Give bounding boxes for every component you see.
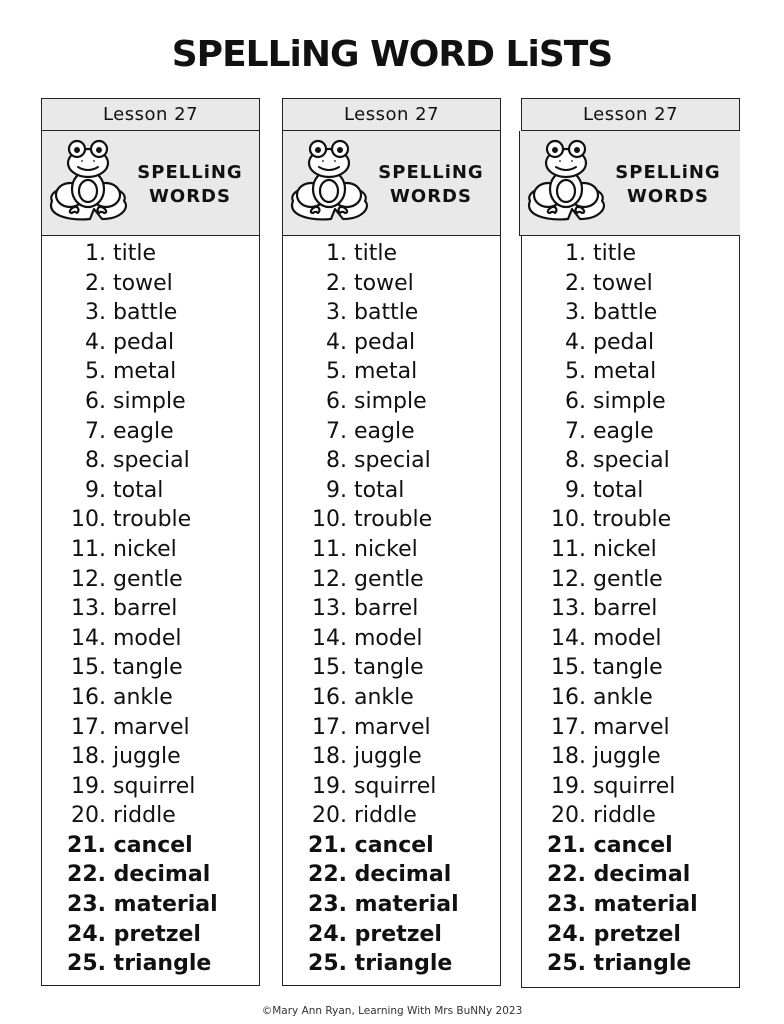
spelling-words-banner (283, 131, 500, 236)
word-number: 17. (551, 714, 586, 740)
word-number: 17. (71, 714, 106, 740)
word-list-item (522, 831, 739, 861)
word-number: 11. (312, 536, 347, 562)
word-text: pedal (354, 329, 416, 355)
word-list (42, 236, 259, 979)
word-text: simple (354, 388, 427, 414)
word-number: 12. (71, 566, 106, 592)
word-text: metal (113, 359, 177, 385)
word-list-item (522, 772, 739, 802)
word-number: 3. (326, 300, 347, 326)
word-list-item (42, 535, 259, 565)
word-text: eagle (113, 418, 174, 444)
spelling-card-1 (41, 98, 260, 986)
word-number: 4. (326, 329, 347, 355)
word-number: 9. (85, 477, 106, 503)
word-text: model (593, 625, 662, 651)
word-text: cancel (113, 832, 193, 858)
banner-line-1: SPELLiNG (378, 162, 484, 183)
lesson-label: Lesson 27 (283, 99, 500, 131)
word-text: marvel (593, 714, 670, 740)
banner-line-2: WORDS (627, 186, 709, 207)
page-title: SPELLiNG WORD LiSTS (171, 34, 613, 75)
word-text: pretzel (113, 921, 201, 947)
word-list-item (42, 742, 259, 772)
word-number: 25. (67, 951, 106, 977)
word-list-item (42, 446, 259, 476)
word-text: model (354, 625, 423, 651)
word-text: marvel (354, 714, 431, 740)
word-text: pedal (593, 329, 655, 355)
word-number: 21. (308, 832, 347, 858)
word-text: trouble (113, 507, 192, 533)
spelling-words-banner (42, 131, 259, 236)
frog-icon-slot (524, 135, 608, 227)
word-list-item (283, 920, 500, 950)
word-text: riddle (593, 803, 656, 829)
word-text: decimal (113, 862, 211, 888)
word-text: tangle (593, 655, 663, 681)
word-text: juggle (593, 744, 661, 770)
word-text: nickel (113, 536, 177, 562)
word-number: 7. (565, 418, 586, 444)
word-text: barrel (113, 596, 178, 622)
word-list-item (283, 535, 500, 565)
word-text: riddle (113, 803, 176, 829)
word-number: 24. (547, 921, 586, 947)
word-number: 5. (85, 359, 106, 385)
word-list-item (522, 890, 739, 920)
word-text: pedal (113, 329, 175, 355)
word-text: special (593, 448, 670, 474)
word-list-item (283, 357, 500, 387)
word-list-item (283, 387, 500, 417)
word-number: 23. (308, 892, 347, 918)
word-number: 22. (547, 862, 586, 888)
word-list-item (42, 890, 259, 920)
word-text: ankle (593, 684, 653, 710)
word-list-item (42, 713, 259, 743)
word-list-item (283, 505, 500, 535)
word-number: 7. (326, 418, 347, 444)
frog-on-lily-pad-icon (46, 135, 130, 227)
word-text: gentle (593, 566, 663, 592)
word-list-item (283, 653, 500, 683)
word-text: towel (113, 270, 173, 296)
word-list-item (42, 476, 259, 506)
word-number: 6. (565, 388, 586, 414)
word-list-item (283, 890, 500, 920)
word-list-item (283, 831, 500, 861)
word-list-item (42, 801, 259, 831)
word-text: riddle (354, 803, 417, 829)
word-list-item (522, 239, 739, 269)
word-text: squirrel (354, 773, 437, 799)
word-list-item (283, 446, 500, 476)
word-list-item (522, 417, 739, 447)
word-list-item (283, 801, 500, 831)
word-list-item (283, 949, 500, 979)
word-number: 21. (67, 832, 106, 858)
word-number: 2. (326, 270, 347, 296)
word-text: title (593, 241, 637, 266)
word-list-item (522, 535, 739, 565)
spelling-words-banner (519, 131, 740, 236)
word-number: 8. (565, 448, 586, 474)
word-text: model (113, 625, 182, 651)
word-text: ankle (113, 684, 173, 710)
word-number: 13. (71, 596, 106, 622)
word-list-item (42, 505, 259, 535)
word-number: 12. (551, 566, 586, 592)
word-number: 1. (326, 241, 347, 266)
banner-line-1: SPELLiNG (137, 162, 243, 183)
word-number: 18. (312, 744, 347, 770)
word-number: 11. (71, 536, 106, 562)
word-number: 14. (312, 625, 347, 651)
word-list-item (522, 860, 739, 890)
word-list-item (283, 328, 500, 358)
word-text: material (113, 892, 218, 918)
word-list-item (283, 239, 500, 269)
word-text: material (593, 892, 698, 918)
word-number: 15. (71, 655, 106, 681)
word-list-item (42, 565, 259, 595)
word-number: 25. (547, 951, 586, 977)
word-number: 6. (85, 388, 106, 414)
word-list-item (42, 624, 259, 654)
word-list-item (522, 476, 739, 506)
word-number: 19. (71, 773, 106, 799)
lesson-label: Lesson 27 (522, 99, 739, 131)
word-list (522, 236, 739, 979)
word-number: 23. (547, 892, 586, 918)
word-number: 16. (551, 684, 586, 710)
word-text: battle (354, 300, 419, 326)
lesson-label: Lesson 27 (42, 99, 259, 131)
word-text: towel (354, 270, 414, 296)
word-list-item (42, 357, 259, 387)
word-list-item (283, 476, 500, 506)
word-list-item (522, 801, 739, 831)
word-list-item (522, 565, 739, 595)
word-number: 8. (326, 448, 347, 474)
word-number: 10. (71, 507, 106, 533)
word-list-item (42, 860, 259, 890)
word-number: 11. (551, 536, 586, 562)
word-list-item (283, 713, 500, 743)
word-list-item (283, 683, 500, 713)
word-text: squirrel (113, 773, 196, 799)
word-list-item (522, 505, 739, 535)
word-number: 20. (312, 803, 347, 829)
word-number: 24. (308, 921, 347, 947)
word-number: 9. (565, 477, 586, 503)
word-number: 3. (565, 300, 586, 326)
word-list-item (42, 328, 259, 358)
word-text: cancel (354, 832, 434, 858)
word-text: nickel (593, 536, 657, 562)
word-list-item (283, 298, 500, 328)
word-text: simple (113, 388, 186, 414)
word-list-item (522, 594, 739, 624)
word-number: 14. (71, 625, 106, 651)
word-number: 6. (326, 388, 347, 414)
copyright-footer: ©Mary Ann Ryan, Learning With Mrs BuNNy 2023 (261, 1005, 523, 1017)
word-number: 20. (551, 803, 586, 829)
word-list (283, 236, 500, 979)
word-list-item (522, 683, 739, 713)
word-list-item (522, 269, 739, 299)
word-number: 12. (312, 566, 347, 592)
word-list-item (522, 624, 739, 654)
word-number: 23. (67, 892, 106, 918)
word-number: 13. (551, 596, 586, 622)
banner-line-2: WORDS (149, 186, 231, 207)
word-list-item (522, 357, 739, 387)
word-list-item (522, 949, 739, 979)
word-list-item (522, 387, 739, 417)
word-text: simple (593, 388, 666, 414)
spelling-card-3 (521, 98, 740, 988)
word-text: eagle (354, 418, 415, 444)
banner-line-2: WORDS (390, 186, 472, 207)
word-number: 16. (71, 684, 106, 710)
word-number: 2. (85, 270, 106, 296)
word-number: 10. (312, 507, 347, 533)
word-list-item (522, 713, 739, 743)
word-list-item (283, 417, 500, 447)
word-number: 9. (326, 477, 347, 503)
banner-line-1: SPELLiNG (615, 162, 721, 183)
word-text: decimal (593, 862, 691, 888)
word-text: squirrel (593, 773, 676, 799)
word-number: 7. (85, 418, 106, 444)
word-text: trouble (593, 507, 672, 533)
word-list-item (42, 298, 259, 328)
word-text: tangle (354, 655, 424, 681)
word-list-item (283, 742, 500, 772)
word-text: cancel (593, 832, 673, 858)
word-list-item (42, 239, 259, 269)
word-list-item (42, 831, 259, 861)
word-number: 10. (551, 507, 586, 533)
word-list-item (283, 269, 500, 299)
word-list-item (283, 565, 500, 595)
word-text: metal (593, 359, 657, 385)
word-list-item (42, 772, 259, 802)
word-number: 15. (551, 655, 586, 681)
word-number: 4. (85, 329, 106, 355)
word-number: 1. (565, 241, 586, 266)
word-text: metal (354, 359, 418, 385)
word-text: triangle (113, 951, 212, 977)
word-list-item (522, 328, 739, 358)
word-list-item (283, 594, 500, 624)
word-text: juggle (354, 744, 422, 770)
word-list-item (522, 920, 739, 950)
word-number: 14. (551, 625, 586, 651)
word-text: tangle (113, 655, 183, 681)
word-number: 5. (326, 359, 347, 385)
word-text: triangle (593, 951, 692, 977)
word-list-item (283, 624, 500, 654)
word-text: pretzel (593, 921, 681, 947)
word-number: 24. (67, 921, 106, 947)
word-text: triangle (354, 951, 453, 977)
word-list-item (522, 298, 739, 328)
word-list-item (42, 683, 259, 713)
word-list-item (283, 860, 500, 890)
word-number: 22. (308, 862, 347, 888)
word-text: gentle (113, 566, 183, 592)
word-list-item (522, 446, 739, 476)
word-text: title (354, 241, 398, 266)
spelling-card-2 (282, 98, 501, 986)
word-text: barrel (593, 596, 658, 622)
word-text: total (354, 477, 405, 503)
word-text: pretzel (354, 921, 442, 947)
word-text: marvel (113, 714, 190, 740)
word-number: 22. (67, 862, 106, 888)
word-text: special (354, 448, 431, 474)
word-list-item (42, 594, 259, 624)
word-list-item (42, 269, 259, 299)
word-text: title (113, 241, 157, 266)
word-number: 13. (312, 596, 347, 622)
frog-on-lily-pad-icon (524, 135, 608, 227)
word-number: 2. (565, 270, 586, 296)
word-number: 18. (551, 744, 586, 770)
word-text: total (113, 477, 164, 503)
word-text: towel (593, 270, 653, 296)
word-list-item (42, 387, 259, 417)
word-text: special (113, 448, 190, 474)
word-text: barrel (354, 596, 419, 622)
frog-on-lily-pad-icon (287, 135, 371, 227)
word-number: 19. (312, 773, 347, 799)
word-list-item (283, 772, 500, 802)
word-number: 4. (565, 329, 586, 355)
word-number: 16. (312, 684, 347, 710)
word-list-item (42, 417, 259, 447)
word-list-item (522, 742, 739, 772)
word-text: gentle (354, 566, 424, 592)
word-number: 5. (565, 359, 586, 385)
word-number: 8. (85, 448, 106, 474)
word-text: battle (593, 300, 658, 326)
word-text: decimal (354, 862, 452, 888)
word-list-item (522, 653, 739, 683)
word-text: trouble (354, 507, 433, 533)
frog-icon-slot (46, 135, 130, 227)
word-number: 18. (71, 744, 106, 770)
word-text: total (593, 477, 644, 503)
word-text: material (354, 892, 459, 918)
frog-icon-slot (287, 135, 371, 227)
word-number: 19. (551, 773, 586, 799)
word-number: 15. (312, 655, 347, 681)
word-list-item (42, 949, 259, 979)
word-number: 25. (308, 951, 347, 977)
word-number: 17. (312, 714, 347, 740)
word-text: nickel (354, 536, 418, 562)
word-list-item (42, 920, 259, 950)
word-number: 3. (85, 300, 106, 326)
word-text: eagle (593, 418, 654, 444)
word-number: 1. (85, 241, 106, 266)
word-number: 21. (547, 832, 586, 858)
word-text: juggle (113, 744, 181, 770)
word-text: ankle (354, 684, 414, 710)
word-list-item (42, 653, 259, 683)
word-text: battle (113, 300, 178, 326)
word-number: 20. (71, 803, 106, 829)
